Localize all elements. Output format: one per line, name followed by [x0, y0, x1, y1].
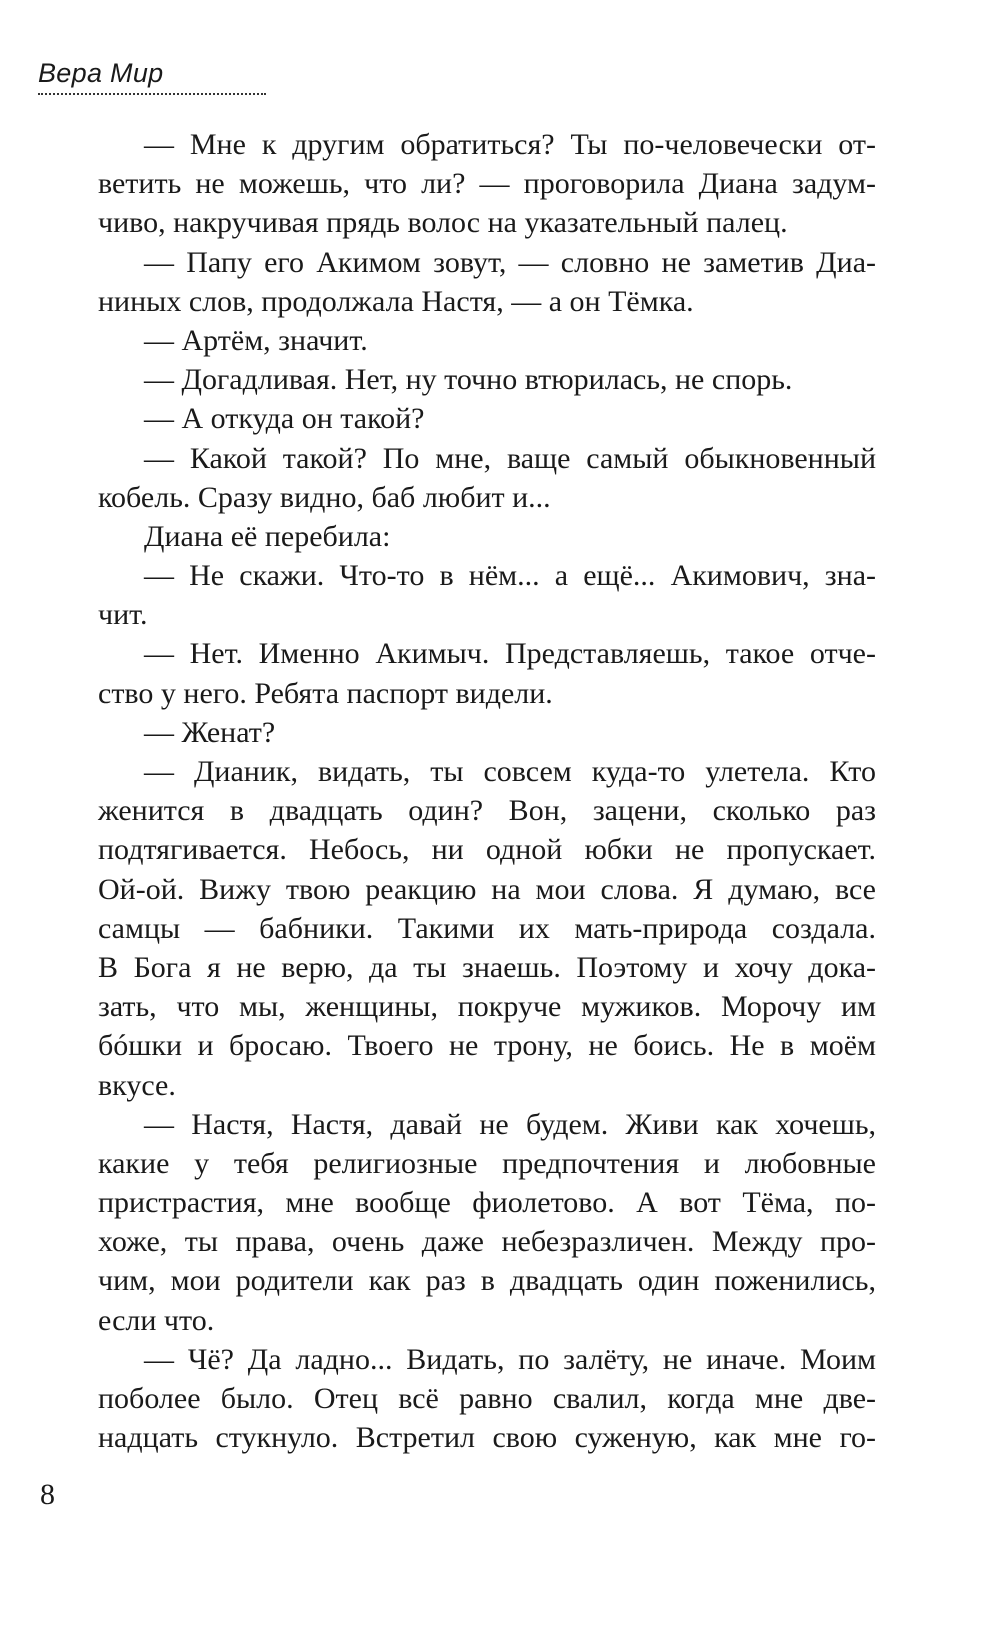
- text-line: пристрастия, мне вообще фиолетово. А вот Тёма, по-: [98, 1186, 876, 1220]
- text-line: чим, мои родители как раз в двадцать один поженились,: [98, 1264, 876, 1298]
- text-line: подтягивается. Небось, ни одной юбки не пропускает.: [98, 833, 876, 867]
- text-line: — Женат?: [144, 715, 276, 749]
- text-line: Диана её перебила:: [144, 519, 391, 553]
- text-line: кобель. Сразу видно, баб любит и...: [98, 480, 551, 514]
- text-line: ниных слов, продолжала Настя, — а он Тёмка.: [98, 284, 694, 318]
- text-line: ство у него. Ребята паспорт видели.: [98, 676, 553, 710]
- text-line: чит.: [98, 598, 148, 632]
- text-line: — Папу его Акимом зовут, — словно не заметив Диа-: [144, 245, 876, 279]
- running-head-author: Вера Мир: [38, 58, 164, 88]
- body-text: [98, 125, 876, 1457]
- text-line: надцать стукнуло. Встретил свою суженую, как мне го-: [98, 1421, 876, 1455]
- text-line: ветить не можешь, что ли? — проговорила Диана задум-: [98, 167, 876, 201]
- text-line: — Мне к другим обратиться? Ты по-человечески от-: [144, 128, 876, 161]
- running-head-dotted-rule: [38, 93, 266, 95]
- text-line: В Бога я не верю, да ты знаешь. Поэтому и хочу дока-: [98, 950, 876, 984]
- text-line: хоже, ты права, очень даже небезразличен. Между про-: [98, 1225, 876, 1259]
- text-line: какие у тебя религиозные предпочтения и любовные: [98, 1146, 876, 1180]
- text-line: женится в двадцать один? Вон, зацени, сколько раз: [98, 794, 876, 828]
- page-number: 8: [40, 1478, 55, 1511]
- text-line: чиво, накручивая прядь волос на указательный палец.: [98, 206, 788, 240]
- text-line: Ой-ой. Вижу твою реакцию на мои слова. Я думаю, все: [98, 872, 876, 906]
- text-line: поболее было. Отец всё равно свалил, когда мне две-: [98, 1382, 876, 1415]
- text-line: — Нет. Именно Акимыч. Представляешь, такое отче-: [144, 637, 876, 671]
- text-line: если что.: [98, 1303, 215, 1337]
- text-line: — Настя, Настя, давай не будем. Живи как хочешь,: [144, 1107, 876, 1141]
- text-line: — Чё? Да ладно... Видать, по залёту, не иначе. Моим: [144, 1342, 876, 1376]
- text-line: самцы — бабники. Такими их мать-природа создала.: [98, 911, 876, 945]
- text-line: — Догадливая. Нет, ну точно втюрилась, не спорь.: [144, 363, 793, 397]
- text-line: — Артём, значит.: [144, 323, 368, 357]
- text-line: зать, что мы, женщины, покруче мужиков. Морочу им: [98, 990, 876, 1024]
- text-line: бóшки и бросаю. Твоего не трону, не боись. Не в моём: [98, 1029, 876, 1063]
- text-line: — Не скажи. Что-то в нём... а ещё... Акимович, зна-: [144, 559, 876, 593]
- text-line: — А откуда он такой?: [144, 402, 425, 436]
- text-line: — Дианик, видать, ты совсем куда-то улетела. Кто: [144, 755, 876, 788]
- text-line: вкусе.: [98, 1068, 176, 1102]
- text-line: — Какой такой? По мне, ваще самый обыкновенный: [144, 441, 876, 475]
